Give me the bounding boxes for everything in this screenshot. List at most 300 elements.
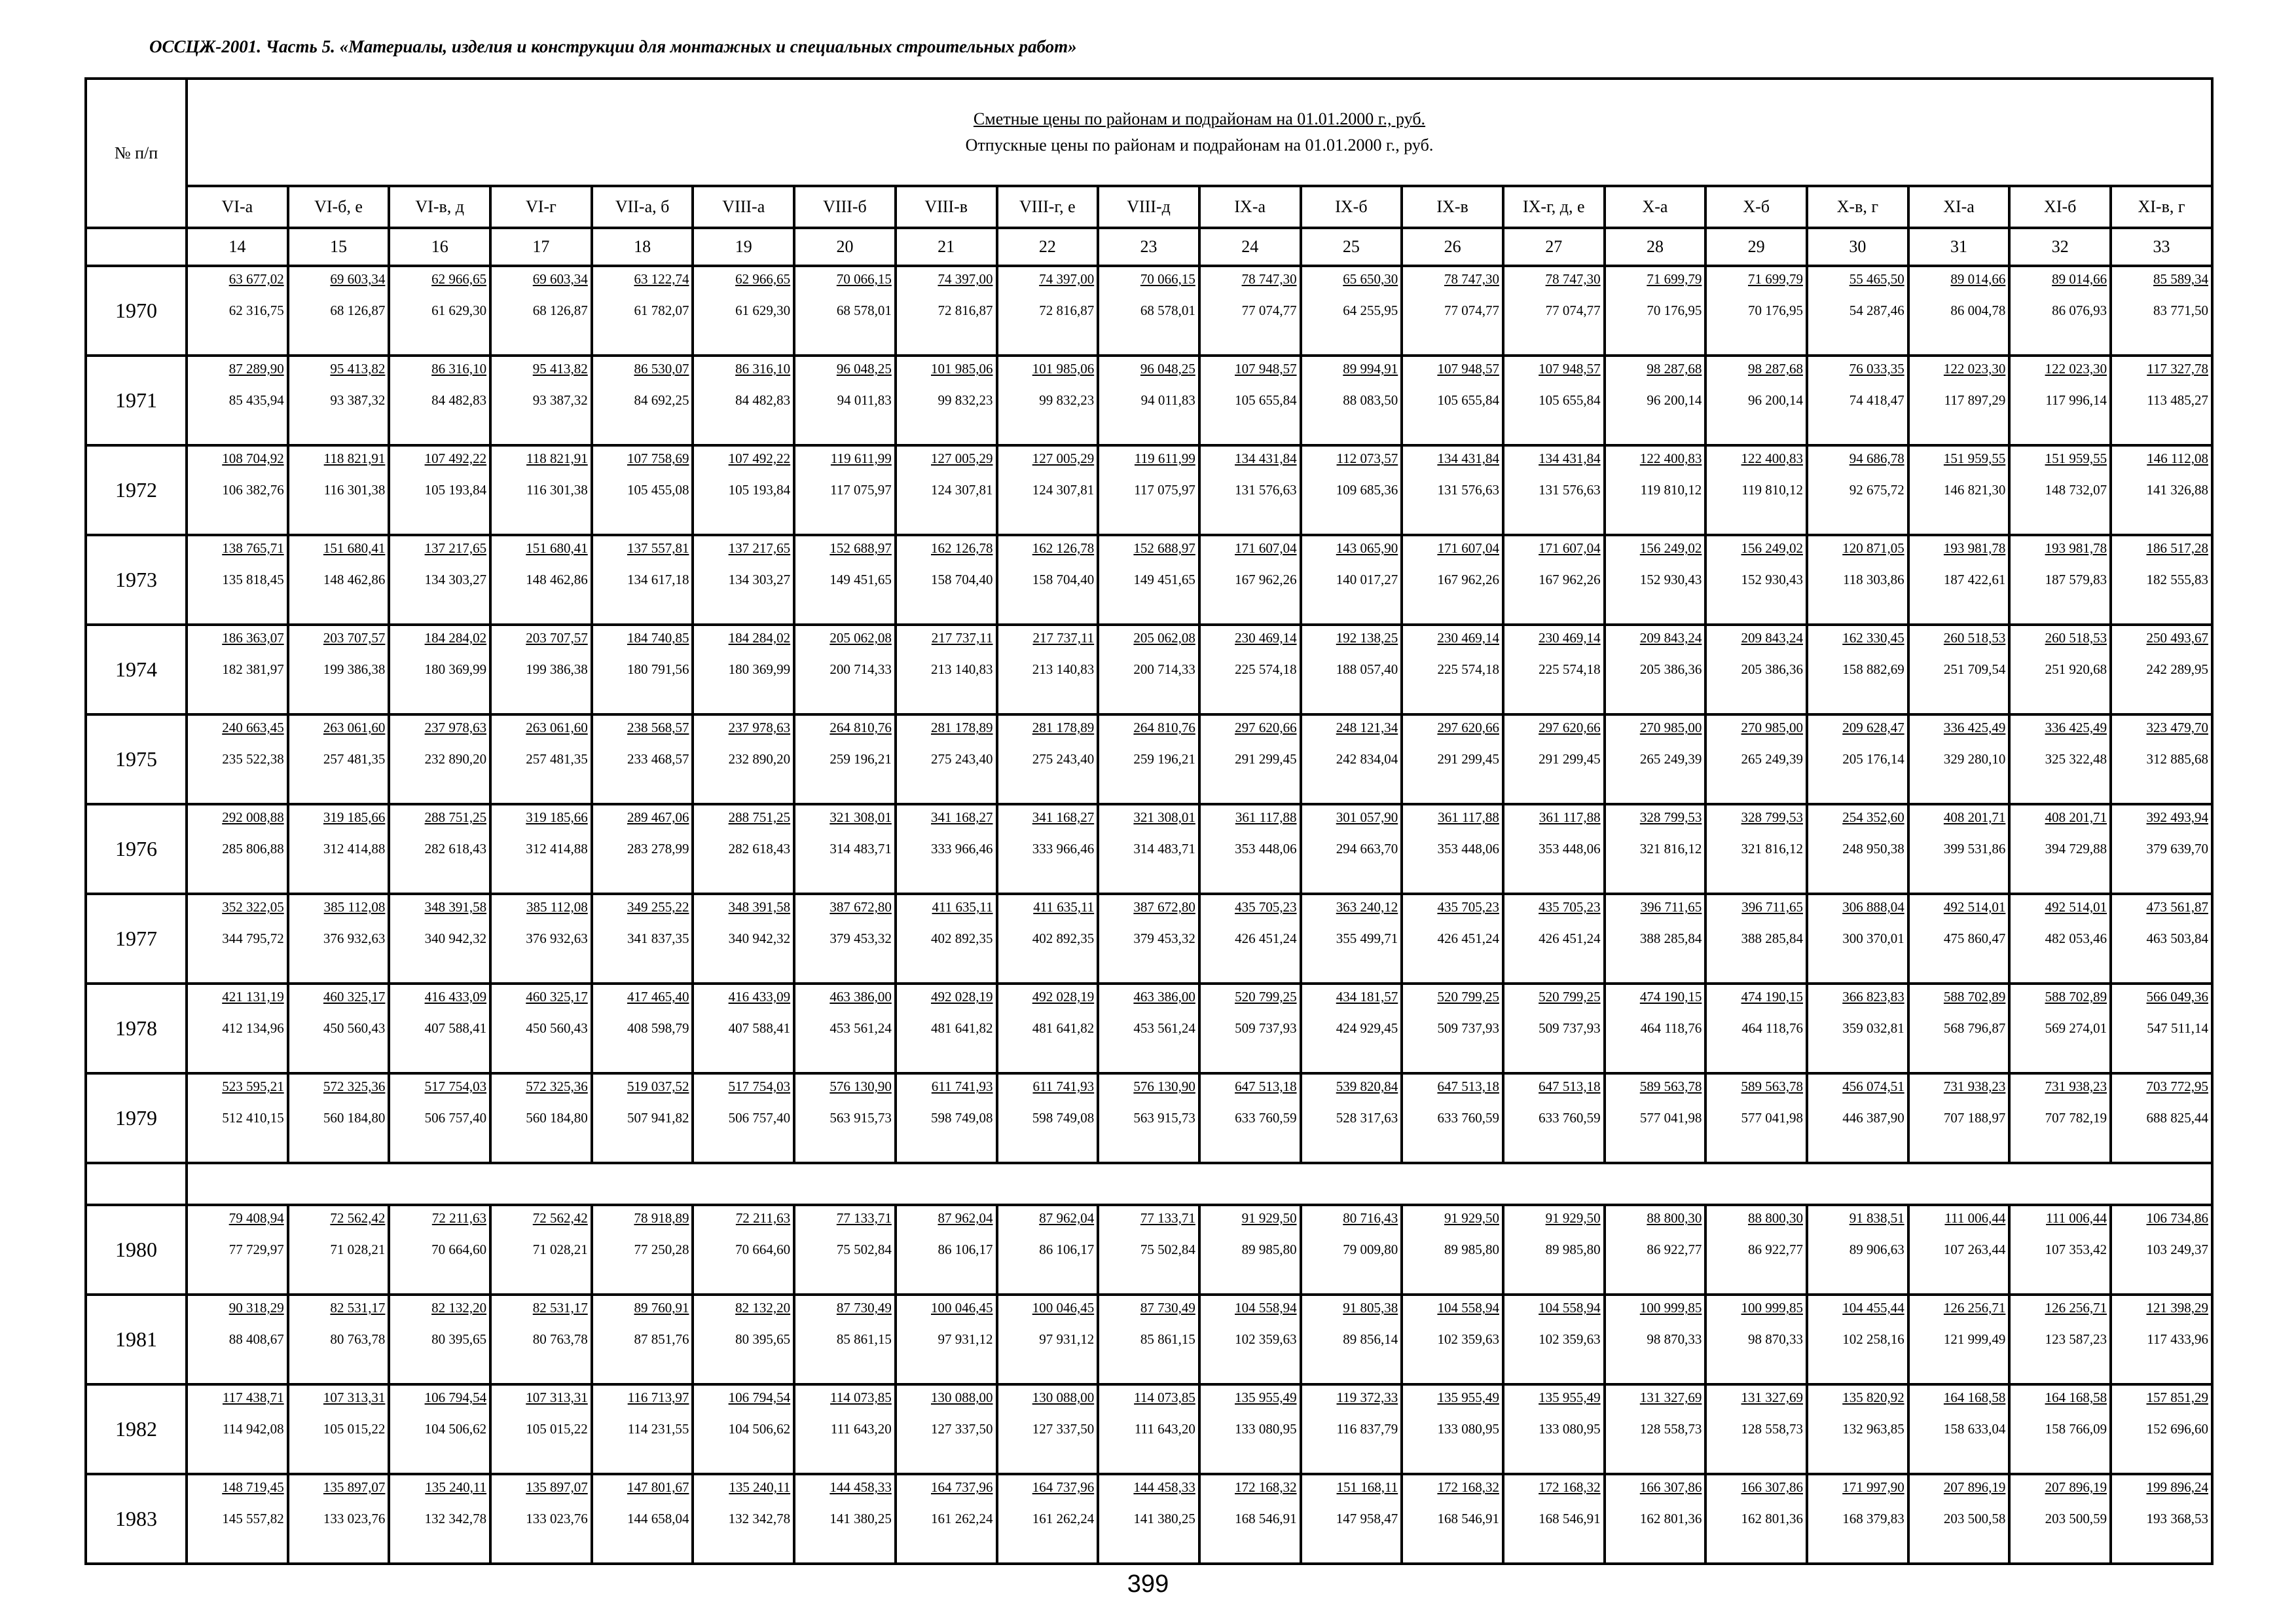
price-cell: [2111, 356, 2212, 445]
price-cell: [592, 356, 693, 445]
price-cell: [1908, 356, 2010, 445]
estimate-price: 90 318,29: [228, 1300, 284, 1316]
estimate-price: 341 168,27: [931, 809, 993, 825]
column-number: 19: [693, 228, 794, 266]
release-price: 132 342,78: [424, 1511, 487, 1526]
column-number: 33: [2111, 228, 2212, 266]
release-price: 232 890,20: [424, 751, 487, 767]
release-price: 424 929,45: [1336, 1020, 1398, 1036]
estimate-price: 289 467,06: [627, 809, 689, 825]
release-price: 182 381,97: [222, 661, 284, 677]
column-header: IX-в: [1402, 186, 1503, 228]
estimate-price: 114 073,85: [1134, 1390, 1195, 1405]
price-cell: [1402, 1295, 1503, 1384]
estimate-price: 135 955,49: [1235, 1390, 1297, 1405]
estimate-price: 572 325,36: [526, 1079, 588, 1094]
release-price: 54 287,46: [1849, 303, 1904, 318]
price-cell: [2111, 984, 2212, 1073]
estimate-price: 74 397,00: [1039, 271, 1095, 287]
price-cell: [997, 266, 1099, 356]
price-cell: [896, 714, 997, 804]
estimate-price: 408 201,71: [2045, 809, 2107, 825]
price-cell: [1402, 625, 1503, 714]
release-price: 446 387,90: [1842, 1110, 1904, 1126]
estimate-price: 361 117,88: [1438, 809, 1499, 825]
release-price: 68 578,01: [836, 303, 892, 318]
release-price: 379 453,32: [829, 931, 892, 946]
release-price: 450 560,43: [323, 1020, 386, 1036]
price-cell: [693, 804, 794, 894]
price-cell: [693, 1384, 794, 1474]
estimate-price: 408 201,71: [1943, 809, 2006, 825]
estimate-price: 157 851,29: [2146, 1390, 2208, 1405]
release-price: 149 451,65: [1133, 572, 1195, 587]
price-cell: [288, 1295, 390, 1384]
column-header: X-а: [1605, 186, 1706, 228]
title-estimate-prices: Сметные цены по районам и подрайонам на 01.01.2000 г., руб.: [973, 109, 1426, 128]
table-row: [86, 984, 2212, 1073]
estimate-price: 588 702,89: [2045, 989, 2107, 1005]
price-cell: [1605, 356, 1706, 445]
release-price: 84 482,83: [735, 392, 791, 408]
release-price: 133 080,95: [1539, 1421, 1601, 1437]
estimate-price: 164 168,58: [1943, 1390, 2006, 1405]
release-price: 97 931,12: [1039, 1331, 1095, 1347]
price-cell: [1402, 894, 1503, 984]
price-cell: [2009, 356, 2111, 445]
release-price: 105 193,84: [728, 482, 791, 498]
release-price: 633 760,59: [1235, 1110, 1297, 1126]
estimate-price: 184 284,02: [728, 630, 791, 646]
release-price: 75 502,84: [836, 1242, 892, 1257]
estimate-price: 492 514,01: [2045, 899, 2107, 915]
estimate-price: 336 425,49: [1943, 720, 2006, 735]
price-cell: [187, 266, 288, 356]
release-price: 93 387,32: [330, 392, 386, 408]
price-cell: [490, 1384, 592, 1474]
release-price: 193 368,53: [2146, 1511, 2208, 1526]
price-cell: [1199, 356, 1301, 445]
column-number: 22: [997, 228, 1099, 266]
release-price: 528 317,63: [1336, 1110, 1398, 1126]
release-price: 80 395,65: [431, 1331, 487, 1347]
price-cell: [490, 266, 592, 356]
release-price: 89 985,80: [1241, 1242, 1297, 1257]
release-price: 117 897,29: [1944, 392, 2006, 408]
price-cell: [1807, 1073, 1908, 1163]
release-price: 168 379,83: [1842, 1511, 1904, 1526]
price-cell: [1503, 535, 1605, 625]
release-price: 300 370,01: [1842, 931, 1904, 946]
price-cell: [490, 625, 592, 714]
estimate-price: 107 492,22: [728, 451, 791, 466]
release-price: 168 546,91: [1539, 1511, 1601, 1526]
price-cell: [1503, 356, 1605, 445]
release-price: 124 307,81: [931, 482, 993, 498]
estimate-price: 121 398,29: [2146, 1300, 2208, 1316]
price-cell: [490, 535, 592, 625]
release-price: 148 462,86: [526, 572, 588, 587]
estimate-price: 203 707,57: [323, 630, 386, 646]
price-cell: [896, 1295, 997, 1384]
price-cell: [592, 1205, 693, 1295]
column-header: XI-а: [1908, 186, 2010, 228]
column-number: 31: [1908, 228, 2010, 266]
release-price: 200 714,33: [1133, 661, 1195, 677]
release-price: 70 664,60: [431, 1242, 487, 1257]
release-price: 402 892,35: [1032, 931, 1095, 946]
release-price: 133 023,76: [323, 1511, 386, 1526]
price-cell: [1301, 1474, 1402, 1564]
estimate-price: 91 929,50: [1444, 1210, 1499, 1226]
year-cell: 1980: [86, 1205, 187, 1295]
estimate-price: 463 386,00: [829, 989, 892, 1005]
release-price: 547 511,14: [2147, 1020, 2208, 1036]
release-price: 321 816,12: [1741, 841, 1803, 857]
release-price: 168 546,91: [1437, 1511, 1499, 1526]
release-price: 146 821,30: [1943, 482, 2006, 498]
release-price: 203 500,59: [2045, 1511, 2107, 1526]
estimate-price: 328 799,53: [1741, 809, 1803, 825]
estimate-price: 74 397,00: [938, 271, 993, 287]
release-price: 233 468,57: [627, 751, 689, 767]
price-cell: [1199, 894, 1301, 984]
price-cell: [794, 356, 896, 445]
release-price: 506 757,40: [424, 1110, 487, 1126]
release-price: 147 958,47: [1336, 1511, 1398, 1526]
estimate-price: 456 074,51: [1842, 1079, 1904, 1094]
release-price: 128 558,73: [1741, 1421, 1803, 1437]
estimate-price: 114 073,85: [830, 1390, 892, 1405]
estimate-price: 186 517,28: [2146, 540, 2208, 556]
price-cell: [187, 714, 288, 804]
price-cell: [1705, 894, 1807, 984]
estimate-price: 205 062,08: [829, 630, 892, 646]
price-cell: [693, 535, 794, 625]
price-cell: [2009, 535, 2111, 625]
price-cell: [1098, 1474, 1199, 1564]
price-cell: [794, 535, 896, 625]
table-row: [86, 1205, 2212, 1295]
estimate-price: 186 363,07: [222, 630, 284, 646]
estimate-price: 193 981,78: [1943, 540, 2006, 556]
price-cell: [1199, 1073, 1301, 1163]
price-cell: [794, 714, 896, 804]
release-price: 225 574,18: [1235, 661, 1297, 677]
price-cell: [2009, 1073, 2111, 1163]
estimate-price: 435 705,23: [1437, 899, 1499, 915]
release-price: 340 942,32: [424, 931, 487, 946]
estimate-price: 230 469,14: [1539, 630, 1601, 646]
estimate-price: 288 751,25: [424, 809, 487, 825]
estimate-price: 611 741,93: [1032, 1079, 1095, 1094]
estimate-price: 126 256,71: [2045, 1300, 2107, 1316]
price-cell: [794, 984, 896, 1073]
price-cell: [1605, 894, 1706, 984]
price-cell: [997, 1205, 1099, 1295]
estimate-price: 91 929,50: [1545, 1210, 1601, 1226]
estimate-price: 55 465,50: [1849, 271, 1904, 287]
estimate-price: 572 325,36: [323, 1079, 386, 1094]
price-cell: [1705, 804, 1807, 894]
estimate-price: 387 672,80: [1133, 899, 1195, 915]
estimate-price: 539 820,84: [1336, 1079, 1398, 1094]
estimate-price: 148 719,45: [222, 1479, 284, 1495]
estimate-price: 731 938,23: [2045, 1079, 2107, 1094]
price-cell: [1301, 535, 1402, 625]
release-price: 70 176,95: [1748, 303, 1803, 318]
estimate-price: 107 313,31: [526, 1390, 588, 1405]
price-cell: [1098, 714, 1199, 804]
price-cell: [1098, 984, 1199, 1073]
price-cell: [187, 804, 288, 894]
release-price: 117 996,14: [2045, 392, 2107, 408]
release-price: 70 176,95: [1647, 303, 1702, 318]
year-cell: 1974: [86, 625, 187, 714]
estimate-price: 166 307,86: [1639, 1479, 1702, 1495]
price-cell: [1807, 984, 1908, 1073]
estimate-price: 576 130,90: [829, 1079, 892, 1094]
release-price: 107 263,44: [1943, 1242, 2006, 1257]
estimate-price: 100 046,45: [931, 1300, 993, 1316]
release-price: 265 249,39: [1741, 751, 1803, 767]
estimate-price: 96 048,25: [1140, 361, 1195, 377]
price-cell: [389, 1384, 490, 1474]
release-price: 633 760,59: [1437, 1110, 1499, 1126]
release-price: 135 818,45: [222, 572, 284, 587]
release-price: 133 080,95: [1437, 1421, 1499, 1437]
release-price: 86 004,78: [1950, 303, 2006, 318]
estimate-price: 152 688,97: [1133, 540, 1195, 556]
release-price: 158 704,40: [1032, 572, 1095, 587]
column-number: 17: [490, 228, 592, 266]
estimate-price: 111 006,44: [1944, 1210, 2006, 1226]
release-price: 141 380,25: [1133, 1511, 1195, 1526]
release-price: 77 250,28: [634, 1242, 689, 1257]
price-cell: [1807, 625, 1908, 714]
estimate-price: 264 810,76: [829, 720, 892, 735]
release-price: 77 729,97: [228, 1242, 284, 1257]
column-header: VI-в, д: [389, 186, 490, 228]
price-cell: [1098, 804, 1199, 894]
release-price: 379 639,70: [2146, 841, 2208, 857]
estimate-price: 328 799,53: [1639, 809, 1702, 825]
price-cell: [693, 1295, 794, 1384]
price-cell: [389, 984, 490, 1073]
release-price: 242 834,04: [1336, 751, 1398, 767]
price-cell: [1705, 535, 1807, 625]
year-cell: 1971: [86, 356, 187, 445]
price-cell: [1807, 1384, 1908, 1474]
estimate-price: 122 023,30: [2045, 361, 2107, 377]
release-price: 119 810,12: [1640, 482, 1702, 498]
price-cell: [1098, 445, 1199, 535]
release-price: 99 832,23: [938, 392, 993, 408]
release-price: 475 860,47: [1943, 931, 2006, 946]
release-price: 205 176,14: [1842, 751, 1904, 767]
release-price: 87 851,76: [634, 1331, 689, 1347]
table-row: [86, 445, 2212, 535]
release-price: 102 258,16: [1842, 1331, 1904, 1347]
release-price: 453 561,24: [1133, 1020, 1195, 1036]
estimate-price: 120 871,05: [1842, 540, 1904, 556]
column-number: 16: [389, 228, 490, 266]
price-cell: [1908, 1384, 2010, 1474]
estimate-price: 151 959,55: [1943, 451, 2006, 466]
release-price: 213 140,83: [931, 661, 993, 677]
estimate-price: 164 737,96: [931, 1479, 993, 1495]
release-price: 132 963,85: [1842, 1421, 1904, 1437]
price-cell: [1402, 984, 1503, 1073]
column-number: 28: [1605, 228, 1706, 266]
price-cell: [794, 1295, 896, 1384]
release-price: 158 633,04: [1943, 1421, 2006, 1437]
price-cell: [1908, 445, 2010, 535]
price-cell: [997, 984, 1099, 1073]
column-number: 25: [1301, 228, 1402, 266]
release-price: 86 076,93: [2052, 303, 2107, 318]
release-price: 61 629,30: [735, 303, 791, 318]
price-cell: [2009, 1474, 2111, 1564]
release-price: 333 966,46: [1032, 841, 1095, 857]
price-cell: [1705, 1384, 1807, 1474]
release-price: 482 053,46: [2045, 931, 2107, 946]
estimate-price: 116 713,97: [627, 1390, 689, 1405]
release-price: 89 906,63: [1849, 1242, 1904, 1257]
release-price: 116 837,79: [1336, 1421, 1398, 1437]
column-header: X-б: [1705, 186, 1807, 228]
release-price: 563 915,73: [1133, 1110, 1195, 1126]
price-cell: [1402, 1205, 1503, 1295]
estimate-price: 435 705,23: [1539, 899, 1601, 915]
estimate-price: 63 122,74: [634, 271, 689, 287]
estimate-price: 104 558,94: [1539, 1300, 1601, 1316]
estimate-price: 82 531,17: [532, 1300, 588, 1316]
page-number: 399: [1127, 1570, 1169, 1598]
release-price: 94 011,83: [1140, 392, 1195, 408]
price-cell: [693, 1073, 794, 1163]
release-price: 399 531,86: [1943, 841, 2006, 857]
price-cell: [1199, 266, 1301, 356]
release-price: 512 410,15: [222, 1110, 284, 1126]
release-price: 141 326,88: [2146, 482, 2208, 498]
column-header: VIII-г, е: [997, 186, 1099, 228]
estimate-price: 95 413,82: [330, 361, 386, 377]
price-cell: [288, 804, 390, 894]
release-price: 225 574,18: [1437, 661, 1499, 677]
estimate-price: 237 978,63: [728, 720, 791, 735]
estimate-price: 164 168,58: [2045, 1390, 2107, 1405]
release-price: 259 196,21: [829, 751, 892, 767]
release-price: 98 870,33: [1748, 1331, 1803, 1347]
release-price: 79 009,80: [1343, 1242, 1398, 1257]
price-cell: [1098, 1073, 1199, 1163]
price-cell: [1705, 445, 1807, 535]
release-price: 104 506,62: [728, 1421, 791, 1437]
price-cell: [1605, 1474, 1706, 1564]
estimate-price: 135 897,07: [526, 1479, 588, 1495]
estimate-price: 209 843,24: [1741, 630, 1803, 646]
release-price: 114 231,55: [627, 1421, 689, 1437]
price-cell: [288, 445, 390, 535]
release-price: 71 028,21: [330, 1242, 386, 1257]
price-cell: [389, 1073, 490, 1163]
price-cell: [896, 266, 997, 356]
release-price: 321 816,12: [1639, 841, 1702, 857]
estimate-price: 107 948,57: [1539, 361, 1601, 377]
estimate-price: 348 391,58: [424, 899, 487, 915]
release-price: 116 301,38: [323, 482, 386, 498]
estimate-price: 100 999,85: [1639, 1300, 1702, 1316]
release-price: 134 617,18: [627, 572, 689, 587]
price-cell: [2009, 1295, 2111, 1384]
estimate-price: 100 999,85: [1741, 1300, 1803, 1316]
price-cell: [1301, 356, 1402, 445]
price-cell: [592, 804, 693, 894]
release-price: 257 481,35: [526, 751, 588, 767]
price-cell: [693, 1205, 794, 1295]
release-price: 80 395,65: [735, 1331, 791, 1347]
estimate-price: 137 557,81: [627, 540, 689, 556]
estimate-price: 151 959,55: [2045, 451, 2107, 466]
price-cell: [490, 984, 592, 1073]
estimate-price: 260 518,53: [1943, 630, 2006, 646]
price-cell: [1705, 266, 1807, 356]
estimate-price: 71 699,79: [1748, 271, 1803, 287]
release-price: 180 369,99: [424, 661, 487, 677]
price-cell: [592, 1384, 693, 1474]
column-number: 30: [1807, 228, 1908, 266]
estimate-price: 152 688,97: [829, 540, 892, 556]
estimate-price: 523 595,21: [222, 1079, 284, 1094]
price-cell: [592, 714, 693, 804]
release-price: 577 041,98: [1741, 1110, 1803, 1126]
estimate-price: 86 316,10: [431, 361, 487, 377]
estimate-price: 130 088,00: [931, 1390, 993, 1405]
price-cell: [1908, 714, 2010, 804]
price-cell: [794, 894, 896, 984]
estimate-price: 411 635,11: [1033, 899, 1095, 915]
price-cell: [288, 984, 390, 1073]
release-price: 633 760,59: [1539, 1110, 1601, 1126]
estimate-price: 135 240,11: [729, 1479, 791, 1495]
release-price: 426 451,24: [1235, 931, 1297, 946]
price-cell: [1098, 625, 1199, 714]
price-cell: [1705, 1205, 1807, 1295]
price-cell: [490, 804, 592, 894]
price-cell: [187, 984, 288, 1073]
release-price: 464 118,76: [1640, 1020, 1702, 1036]
price-cell: [1605, 535, 1706, 625]
price-cell: [1908, 266, 2010, 356]
estimate-price: 171 607,04: [1539, 540, 1601, 556]
estimate-price: 248 121,34: [1336, 720, 1398, 735]
price-cell: [2009, 445, 2111, 535]
price-cell: [187, 1205, 288, 1295]
estimate-price: 421 131,19: [222, 989, 284, 1005]
document-header: ОССЦЖ-2001. Часть 5. «Материалы, изделия и конструкции для монтажных и специальных строительных работ»: [149, 37, 1077, 56]
estimate-price: 292 008,88: [222, 809, 284, 825]
estimate-price: 95 413,82: [532, 361, 588, 377]
column-number: 24: [1199, 228, 1301, 266]
estimate-price: 474 190,15: [1639, 989, 1702, 1005]
price-cell: [1199, 984, 1301, 1073]
estimate-price: 119 611,99: [1134, 451, 1195, 466]
estimate-price: 87 730,49: [836, 1300, 892, 1316]
price-cell: [1503, 1295, 1605, 1384]
release-price: 85 861,15: [1140, 1331, 1195, 1347]
price-cell: [2009, 714, 2111, 804]
